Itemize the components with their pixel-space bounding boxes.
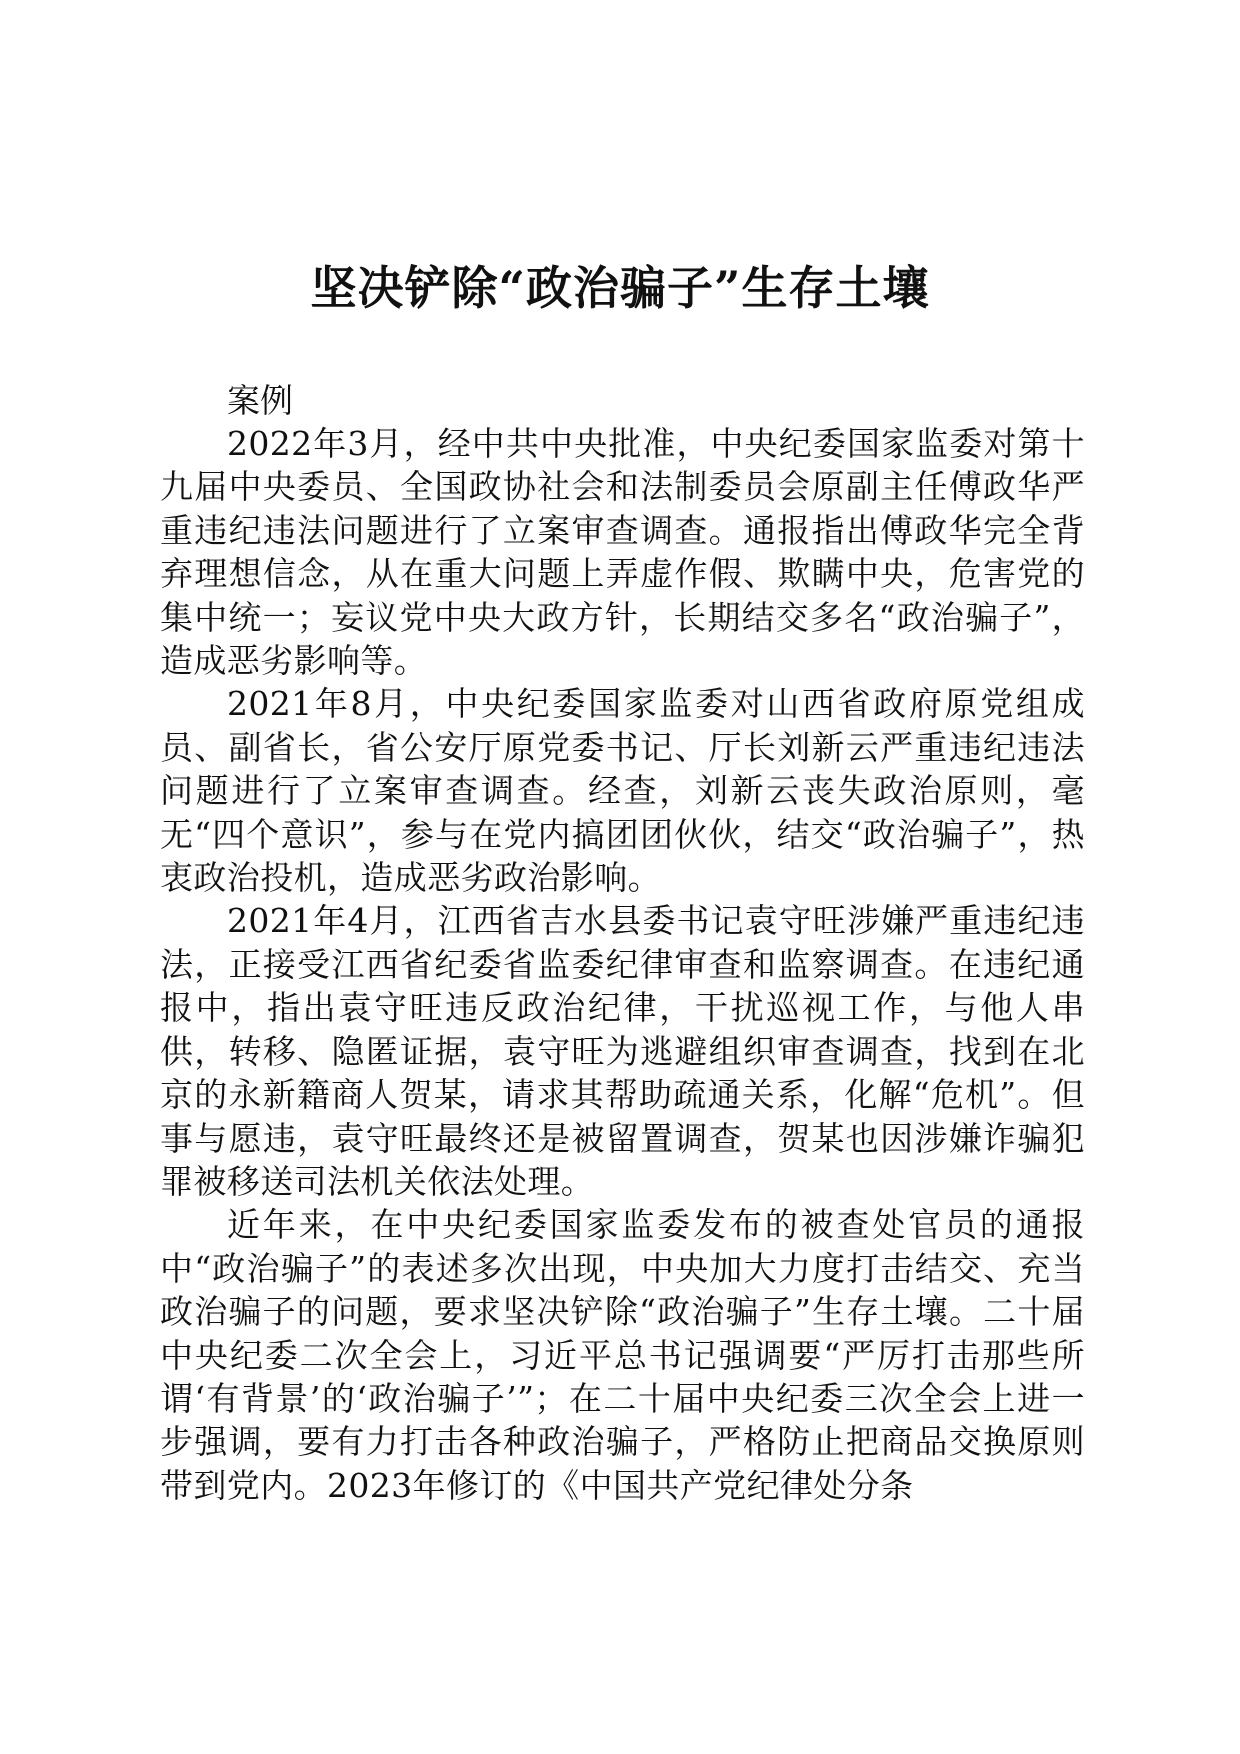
section-heading: 案例	[227, 381, 293, 420]
paragraph-case-2: 2021年8月，中央纪委国家监委对山西省政府原党组成员、副省长，省公安厅原党委书记、厅长刘新云严重违纪违法问题进行了立案审查调查。经查，刘新云丧失政治原则，毫无“四个意识”，参与在党内搞团团伙伙，结交“政治骗子”，热衷政治投机，造成恶劣政治影响。	[160, 684, 1085, 898]
paragraph-case-3: 2021年4月，江西省吉水县委书记袁守旺涉嫌严重违纪违法，正接受江西省纪委省监委纪律审查和监察调查。在违纪通报中，指出袁守旺违反政治纪律，干扰巡视工作，与他人串供，转移、隐匿证据，袁守旺为逃避组织审查调查，找到在北京的永新籍商人贺某，请求其帮助疏通关系，化解“危机”。但事与愿违，袁守旺最终还是被留置调查，贺某也因涉嫌诈骗犯罪被移送司法机关依法处理。	[160, 901, 1085, 1201]
paragraph-case-1: 2022年3月，经中共中央批准，中央纪委国家监委对第十九届中央委员、全国政协社会和法制委员会原副主任傅政华严重违纪违法问题进行了立案审查调查。通报指出傅政华完全背弃理想信念，从在重大问题上弄虚作假、欺瞒中央，危害党的集中统一；妄议党中央大政方针，长期结交多名“政治骗子”，造成恶劣影响等。	[160, 424, 1085, 681]
page-title: 坚决铲除“政治骗子”生存土壤	[310, 261, 930, 315]
document-body	[160, 380, 1085, 1507]
paragraph-commentary: 近年来，在中央纪委国家监委发布的被查处官员的通报中“政治骗子”的表述多次出现，中央加大力度打击结交、充当政治骗子的问题，要求坚决铲除“政治骗子”生存土壤。二十届中央纪委二次全会上，习近平总书记强调要“严厉打击那些所谓‘有背景’的‘政治骗子’”；在二十届中央纪委三次全会上进一步强调，要有力打击各种政治骗子，严格防止把商品交换原则带到党内。2023年修订的《中国共产党纪律处分条	[160, 1205, 1085, 1505]
